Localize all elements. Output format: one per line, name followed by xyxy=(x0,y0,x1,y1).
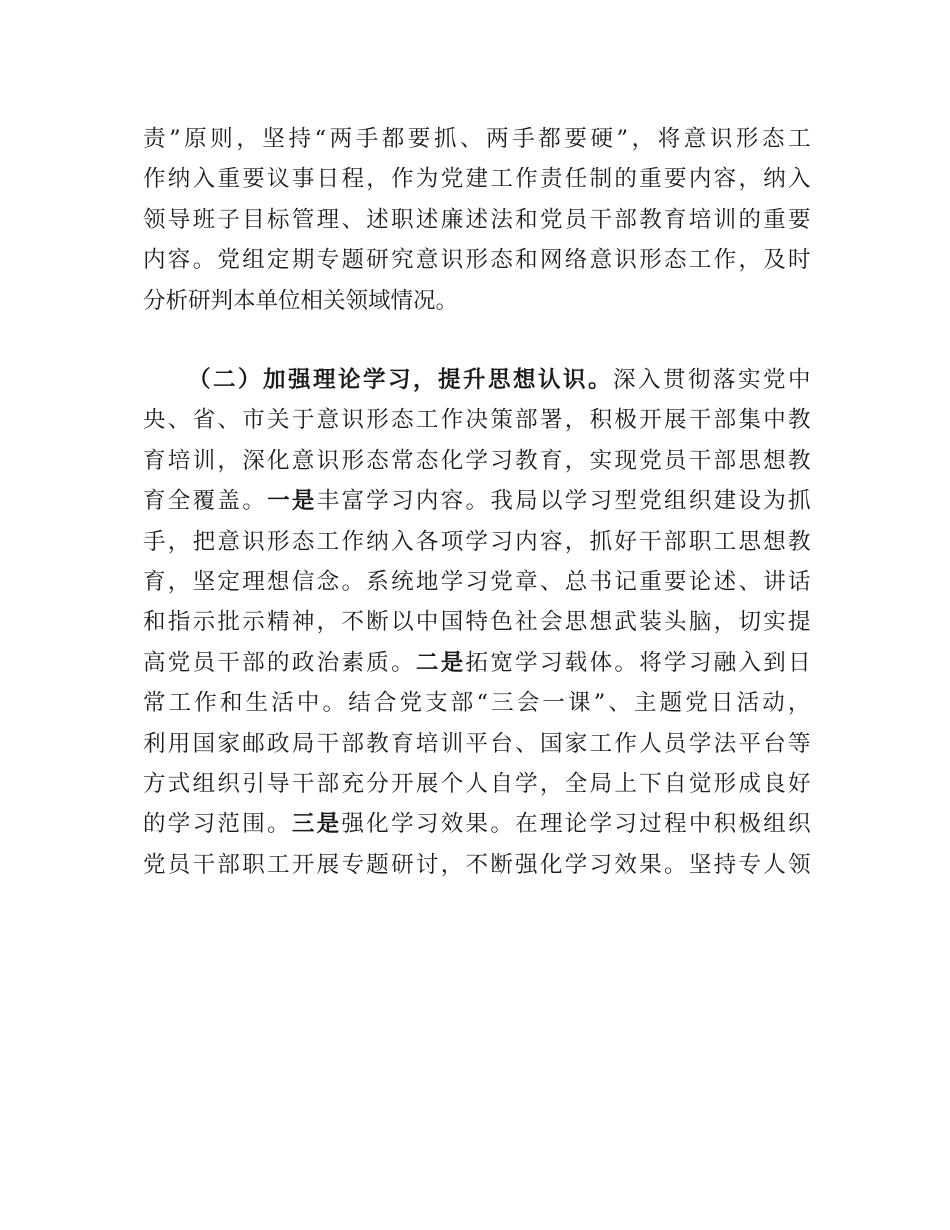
text-line: 内容。党组定期专题研究意识形态和网络意识形态工作，及时 xyxy=(143,247,813,274)
text-line: 和指示批示精神，不断以中国特色社会思想武装头脑，切实提 xyxy=(143,609,813,636)
text-run: 的学习范围。 xyxy=(143,811,292,838)
text-run: 高党员干部的政治素质。 xyxy=(143,649,416,676)
text-run: 深入贯彻落实党中 xyxy=(613,367,814,393)
text-line: 作纳入重要议事日程，作为党建工作责任制的重要内容，纳入 xyxy=(143,166,813,193)
text-line: 央、省、市关于意识形态工作决策部署，积极开展干部集中教 xyxy=(143,407,813,434)
text-run: 丰富学习内容。我局以学习型党组织建设为抓 xyxy=(316,488,813,515)
point-label: 一是 xyxy=(267,488,317,515)
section-heading: （二）加强理论学习，提升思想认识。 xyxy=(188,367,614,393)
text-line xyxy=(143,360,814,400)
text-line: 分析研判本单位相关领域情况。 xyxy=(143,287,459,314)
text-run: 强化学习效果。在理论学习过程中积极组织 xyxy=(341,811,813,838)
text-run: 育全覆盖。 xyxy=(143,488,268,515)
text-line: 常工作和生活中。结合党支部“三会一课”、主题党日活动， xyxy=(143,690,814,717)
text-line: 育，坚定理想信念。系统地学习党章、总书记重要论述、讲话 xyxy=(143,568,813,595)
text-line: 领导班子目标管理、述职述廉述法和党员干部教育培训的重要 xyxy=(143,206,813,233)
text-line: 党员干部职工开展专题研讨，不断强化学习效果。坚持专人领 xyxy=(143,851,813,878)
text-line xyxy=(143,643,811,683)
paragraph-2 xyxy=(143,360,814,885)
text-line xyxy=(143,804,811,844)
point-label: 三是 xyxy=(291,811,342,838)
text-line xyxy=(143,481,811,521)
text-line: 方式组织引导干部充分开展个人自学，全局上下自觉形成良好 xyxy=(143,770,813,797)
text-line: 责”原则，坚持“两手都要抓、两手都要硬”，将意识形态工 xyxy=(143,126,815,152)
paragraph-1 xyxy=(143,119,815,321)
text-line: 利用国家邮政局干部教育培训平台、国家工作人员学法平台等 xyxy=(143,730,813,757)
point-label: 二是 xyxy=(415,649,466,676)
text-line: 育培训，深化意识形态常态化学习教育，实现党员干部思想教 xyxy=(143,447,813,474)
text-run: 拓宽学习载体。将学习融入到日 xyxy=(465,649,813,676)
text-line: 手，把意识形态工作纳入各项学习内容，抓好干部职工思想教 xyxy=(143,528,813,555)
